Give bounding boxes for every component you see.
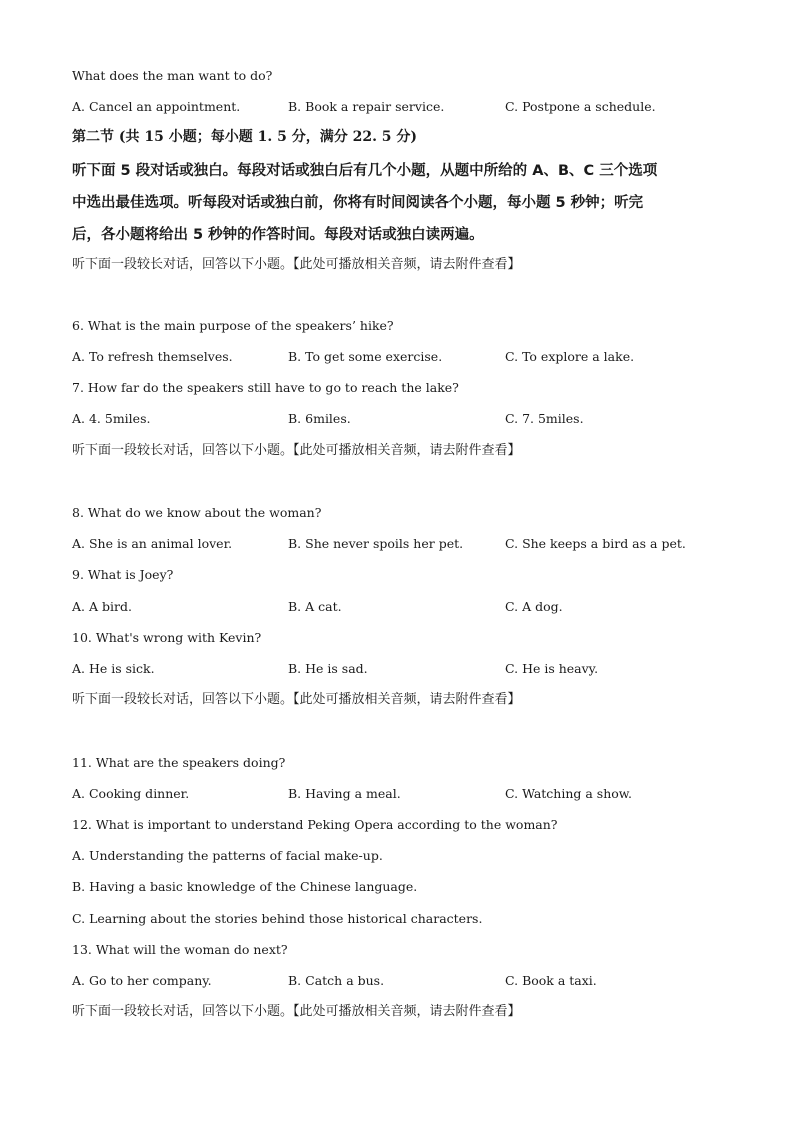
option-c: C. Watching a show. xyxy=(505,786,632,801)
audio-note: 听下面一段较长对话，回答以下小题。【此处可播放相关音频，请去附件查看】 xyxy=(72,692,521,707)
option-a: A. 4. 5miles. xyxy=(72,411,151,426)
option-c: C. She keeps a bird as a pet. xyxy=(505,536,686,551)
instruction-line: 中选出最佳选项。听每段对话或独白前，你将有时间阅读各个小题，每小题 5 秒钟；听完 xyxy=(72,195,644,211)
option-b: B. A cat. xyxy=(288,599,342,614)
option-a: A. Cooking dinner. xyxy=(72,786,190,801)
audio-note: 听下面一段较长对话，回答以下小题。【此处可播放相关音频，请去附件查看】 xyxy=(72,257,521,272)
option-c: C. To explore a lake. xyxy=(505,349,635,364)
instruction-line: 后，各小题将给出 5 秒钟的作答时间。每段对话或独白读两遍。 xyxy=(72,227,484,243)
option-c: C. He is heavy. xyxy=(505,661,599,676)
option-b: B. Catch a bus. xyxy=(288,973,385,988)
option-b: B. Having a basic knowledge of the Chinese language. xyxy=(72,879,418,894)
option-c: C. Learning about the stories behind those historical characters. xyxy=(72,911,483,926)
question-text: 9. What is Joey? xyxy=(72,567,174,582)
option-c: C. Book a taxi. xyxy=(505,973,597,988)
option-c: C. A dog. xyxy=(505,599,563,614)
option-a: A. Go to her company. xyxy=(72,973,212,988)
question-text: 7. How far do the speakers still have to go to reach the lake? xyxy=(72,380,459,395)
section-heading: 第二节 (共 15 小题；每小题 1. 5 分，满分 22. 5 分) xyxy=(72,129,418,145)
option-b: B. Having a meal. xyxy=(288,786,401,801)
section-instructions xyxy=(72,155,724,251)
option-a: A. He is sick. xyxy=(72,661,155,676)
question-text: 13. What will the woman do next? xyxy=(72,942,288,957)
option-b: B. She never spoils her pet. xyxy=(288,536,464,551)
option-b: B. He is sad. xyxy=(288,661,368,676)
question-text: 8. What do we know about the woman? xyxy=(72,505,322,520)
option-c: C. 7. 5miles. xyxy=(505,411,584,426)
question-text: 6. What is the main purpose of the speakers’ hike? xyxy=(72,318,394,333)
instruction-line: 听下面 5 段对话或独白。每段对话或独白后有几个小题，从题中所给的 A、B、C 三个选项 xyxy=(72,163,658,179)
question-text: 11. What are the speakers doing? xyxy=(72,755,286,770)
option-b: B. To get some exercise. xyxy=(288,349,443,364)
option-a: A. Cancel an appointment. xyxy=(72,99,241,114)
option-a: A. A bird. xyxy=(72,599,132,614)
option-b: B. 6miles. xyxy=(288,411,351,426)
option-a: A. Understanding the patterns of facial make-up. xyxy=(72,848,383,863)
option-a: A. She is an animal lover. xyxy=(72,536,233,551)
option-c: C. Postpone a schedule. xyxy=(505,99,656,114)
question-text: What does the man want to do? xyxy=(72,68,273,83)
question-text: 12. What is important to understand Peking Opera according to the woman? xyxy=(72,817,558,832)
option-b: B. Book a repair service. xyxy=(288,99,445,114)
audio-note: 听下面一段较长对话，回答以下小题。【此处可播放相关音频，请去附件查看】 xyxy=(72,1004,521,1019)
audio-note: 听下面一段较长对话，回答以下小题。【此处可播放相关音频，请去附件查看】 xyxy=(72,443,521,458)
option-a: A. To refresh themselves. xyxy=(72,349,233,364)
question-text: 10. What's wrong with Kevin? xyxy=(72,630,262,645)
